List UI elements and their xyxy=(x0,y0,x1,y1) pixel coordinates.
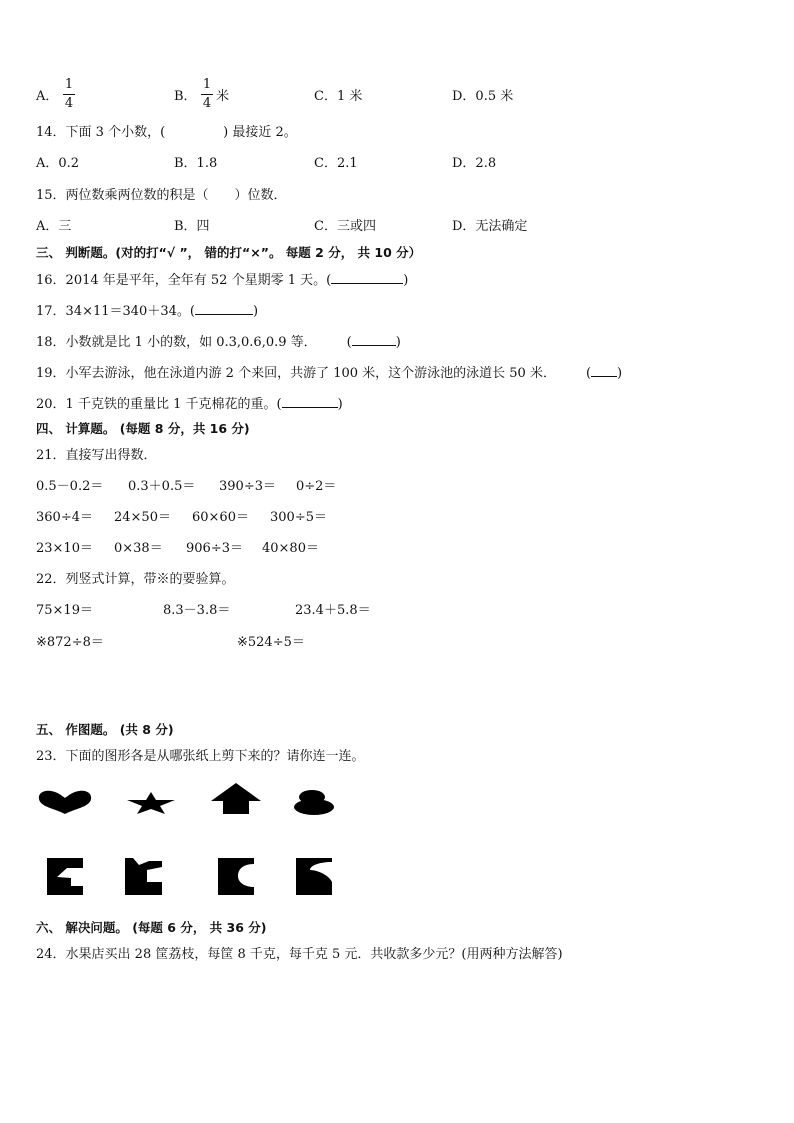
q21-stem: 21．直接写出得数． xyxy=(36,448,157,463)
q14-stem-start: 14．下面 3 个小数，( xyxy=(36,125,166,140)
gourd-icon[interactable] xyxy=(292,789,336,815)
q21-row1-item2: 0.3＋0.5＝ xyxy=(128,479,196,494)
q22-row1-item3: 23.4＋5.8＝ xyxy=(295,603,371,618)
q13-option-a-letter: A． xyxy=(36,89,59,104)
q21-row2-item3: 60×60＝ xyxy=(192,510,249,525)
q19-open: ( xyxy=(585,366,592,381)
q21-row1-item3: 390÷3＝ xyxy=(219,479,276,494)
q15-stem: 15．两位数乘两位数的积是（ ）位数． xyxy=(36,188,287,203)
q17-text: 17．34×11＝340＋34。( xyxy=(36,304,195,319)
q16-close: ) xyxy=(403,273,409,288)
cut-paper-4[interactable] xyxy=(296,858,334,896)
q21-row1-item4: 0÷2＝ xyxy=(296,479,337,494)
heart-icon[interactable] xyxy=(38,790,92,816)
q14-option-a: A．0.2 xyxy=(36,156,80,171)
q22-stem: 22．列竖式计算，带※的要验算。 xyxy=(36,572,235,587)
q20-text: 20．1 千克铁的重量比 1 千克棉花的重。( xyxy=(36,397,282,412)
fraction-numerator: 1 xyxy=(202,77,212,92)
q21-row2-item4: 300÷5＝ xyxy=(270,510,327,525)
section-6-heading: 六、 解决问题。 (每题 6 分， 共 36 分) xyxy=(36,920,267,935)
q15-option-b: B．四 xyxy=(174,219,210,234)
q16 xyxy=(36,271,408,290)
q18-answer-blank[interactable] xyxy=(352,333,396,346)
tree-arrow-icon[interactable] xyxy=(210,783,262,815)
q13-option-a-fraction xyxy=(63,78,75,111)
q19 xyxy=(36,364,622,383)
q14-option-b: B．1.8 xyxy=(174,156,218,171)
q18-close: ) xyxy=(395,335,401,350)
q22-row2-item1: ※872÷8＝ xyxy=(36,635,104,650)
q15-option-a: A．三 xyxy=(36,219,72,234)
q18 xyxy=(36,333,401,352)
q21-row2-item2: 24×50＝ xyxy=(114,510,171,525)
q21-row3-item4: 40×80＝ xyxy=(262,541,319,556)
q17-answer-blank[interactable] xyxy=(195,302,253,315)
q16-answer-blank[interactable] xyxy=(331,271,403,284)
q14-option-d: D．2.8 xyxy=(452,156,497,171)
fraction-numerator: 1 xyxy=(64,77,74,92)
section-5-heading: 五、 作图题。 (共 8 分) xyxy=(36,722,174,737)
q18-text: 18．小数就是比 1 小的数，如 0.3,0.6,0.9 等． xyxy=(36,335,317,350)
q17-close: ) xyxy=(252,304,259,319)
q19-text: 19．小军去游泳，他在泳道内游 2 个来回，共游了 100 米，这个游泳池的泳道长 50 米． xyxy=(36,366,556,381)
q20-answer-blank[interactable] xyxy=(282,395,338,408)
q19-answer-blank[interactable] xyxy=(591,364,617,377)
q13-option-b-letter: B． xyxy=(174,89,197,104)
q22-row1-item2: 8.3－3.8＝ xyxy=(163,603,231,618)
q13-option-b-unit: 米 xyxy=(216,89,230,104)
q16-text: 16．2014 年是平年，全年有 52 个星期零 1 天。( xyxy=(36,273,332,288)
q14-stem-end: ) 最接近 2。 xyxy=(223,125,297,140)
fraction-denominator: 4 xyxy=(202,96,212,111)
q24-text: 24．水果店买出 28 筐荔枝，每筐 8 千克，每千克 5 元．共收款多少元？(用两种方法解答) xyxy=(36,947,563,962)
cut-paper-3[interactable] xyxy=(218,858,256,896)
cut-paper-1[interactable] xyxy=(47,858,85,896)
q20-close: ) xyxy=(337,397,343,412)
q13-option-b-fraction xyxy=(201,78,213,111)
q21-row3-item3: 906÷3＝ xyxy=(186,541,243,556)
q22-row2-item2: ※524÷5＝ xyxy=(237,635,305,650)
q18-open: ( xyxy=(346,335,352,350)
q13-option-c: C．1 米 xyxy=(314,89,363,104)
q15-option-c: C．三或四 xyxy=(314,219,376,234)
q22-row1-item1: 75×19＝ xyxy=(36,603,93,618)
section-4-heading: 四、 计算题。 (每题 8 分，共 16 分) xyxy=(36,421,250,436)
q17 xyxy=(36,302,258,321)
q20 xyxy=(36,395,343,414)
q14-stem xyxy=(36,124,297,142)
q21-row3-item2: 0×38＝ xyxy=(114,541,163,556)
q23-stem: 23．下面的图形各是从哪张纸上剪下来的？请你连一连。 xyxy=(36,749,365,764)
q19-close: ) xyxy=(617,366,623,381)
q21-row2-item1: 360÷4＝ xyxy=(36,510,93,525)
section-3-heading: 三、 判断题。(对的打“√ ”， 错的打“×”。 每题 2 分， 共 10 分） xyxy=(36,245,422,260)
q21-row1-item1: 0.5－0.2＝ xyxy=(36,479,104,494)
star-icon[interactable] xyxy=(126,791,176,815)
fraction-denominator: 4 xyxy=(64,96,74,111)
q13-option-d: D．0.5 米 xyxy=(452,89,514,104)
q15-option-d: D．无法确定 xyxy=(452,219,528,234)
q21-row3-item1: 23×10＝ xyxy=(36,541,93,556)
cut-paper-2[interactable] xyxy=(125,858,163,896)
q14-option-c: C．2.1 xyxy=(314,156,358,171)
